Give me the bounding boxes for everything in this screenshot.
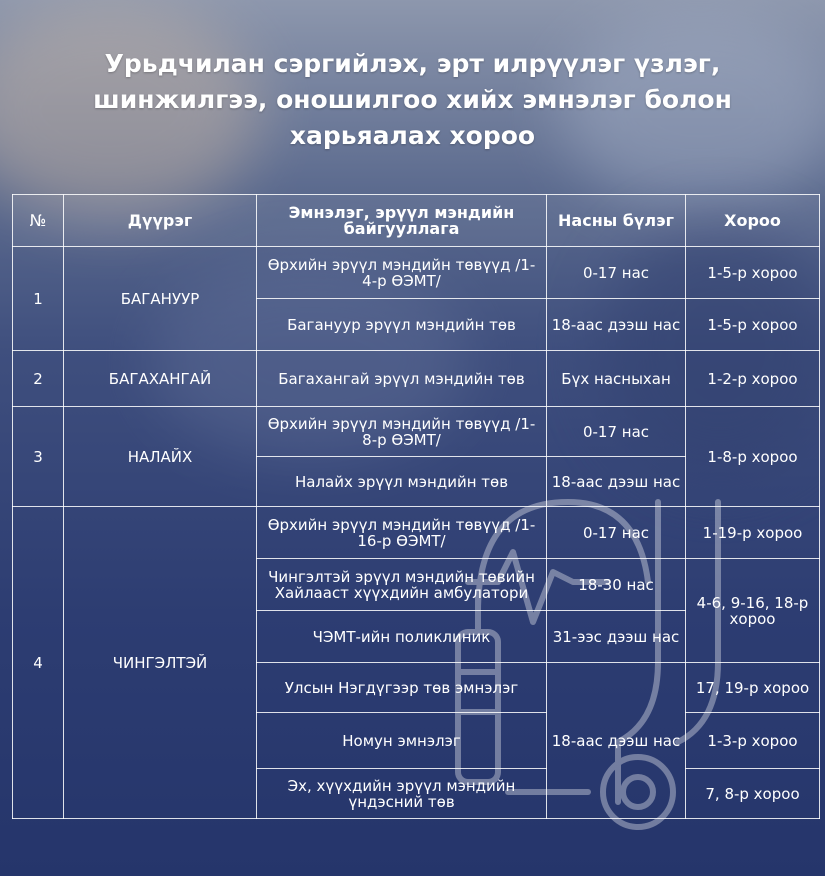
age-group: 0-17 нас bbox=[547, 247, 686, 299]
facility-name: Улсын Нэгдүгээр төв эмнэлэг bbox=[257, 663, 547, 713]
title-line-3: харьяалах хороо bbox=[289, 121, 536, 150]
row-number: 1 bbox=[13, 247, 64, 351]
age-group: 0-17 нас bbox=[547, 507, 686, 559]
khoroo: 1-3-р хороо bbox=[686, 713, 820, 769]
header-district: Дүүрэг bbox=[64, 195, 257, 247]
facility-name: Налайх эрүүл мэндийн төв bbox=[257, 457, 547, 507]
khoroo: 7, 8-р хороо bbox=[686, 769, 820, 819]
page-title bbox=[0, 46, 825, 154]
khoroo: 17, 19-р хороо bbox=[686, 663, 820, 713]
row-number: 2 bbox=[13, 351, 64, 407]
khoroo: 1-5-р хороо bbox=[686, 247, 820, 299]
facility-name: Өрхийн эрүүл мэндийн төвүүд /1-8-р ӨЭМТ/ bbox=[257, 407, 547, 457]
header-number: № bbox=[13, 195, 64, 247]
clinic-table bbox=[12, 194, 820, 819]
table-row bbox=[13, 247, 820, 299]
age-group: 31-ээс дээш нас bbox=[547, 611, 686, 663]
district-name: БАГАХАНГАЙ bbox=[64, 351, 257, 407]
row-number: 4 bbox=[13, 507, 64, 819]
table-header-row bbox=[13, 195, 820, 247]
facility-name: Чингэлтэй эрүүл мэндийн төвийн Хайлааст хүүхдийн амбулатори bbox=[257, 559, 547, 611]
age-group: 18-аас дээш нас bbox=[547, 457, 686, 507]
table-row bbox=[13, 507, 820, 559]
age-group: Бүх насныхан bbox=[547, 351, 686, 407]
khoroo: 4-6, 9-16, 18-р хороо bbox=[686, 559, 820, 663]
header-facility: Эмнэлэг, эрүүл мэндийн байгууллага bbox=[257, 195, 547, 247]
district-name: НАЛАЙХ bbox=[64, 407, 257, 507]
facility-name: Багахангай эрүүл мэндийн төв bbox=[257, 351, 547, 407]
facility-name: Багануур эрүүл мэндийн төв bbox=[257, 299, 547, 351]
age-group: 18-аас дээш нас bbox=[547, 299, 686, 351]
age-group: 18-аас дээш нас bbox=[547, 663, 686, 819]
khoroo: 1-8-р хороо bbox=[686, 407, 820, 507]
title-line-1: Урьдчилан сэргийлэх, эрт илрүүлэг үзлэг, bbox=[104, 49, 721, 78]
facility-name: Өрхийн эрүүл мэндийн төвүүд /1-4-р ӨЭМТ/ bbox=[257, 247, 547, 299]
facility-name: Эх, хүүхдийн эрүүл мэндийн үндэсний төв bbox=[257, 769, 547, 819]
khoroo: 1-5-р хороо bbox=[686, 299, 820, 351]
age-group: 0-17 нас bbox=[547, 407, 686, 457]
facility-name: Өрхийн эрүүл мэндийн төвүүд /1-16-р ӨЭМТ/ bbox=[257, 507, 547, 559]
table-row bbox=[13, 351, 820, 407]
header-age-group: Насны бүлэг bbox=[547, 195, 686, 247]
facility-name: Номун эмнэлэг bbox=[257, 713, 547, 769]
row-number: 3 bbox=[13, 407, 64, 507]
khoroo: 1-2-р хороо bbox=[686, 351, 820, 407]
title-line-2: шинжилгээ, оношилгоо хийх эмнэлэг болон bbox=[93, 85, 732, 114]
facility-name: ЧЭМТ-ийн поликлиник bbox=[257, 611, 547, 663]
age-group: 18-30 нас bbox=[547, 559, 686, 611]
district-name: ЧИНГЭЛТЭЙ bbox=[64, 507, 257, 819]
header-khoroo: Хороо bbox=[686, 195, 820, 247]
table-row bbox=[13, 407, 820, 457]
khoroo: 1-19-р хороо bbox=[686, 507, 820, 559]
district-name: БАГАНУУР bbox=[64, 247, 257, 351]
